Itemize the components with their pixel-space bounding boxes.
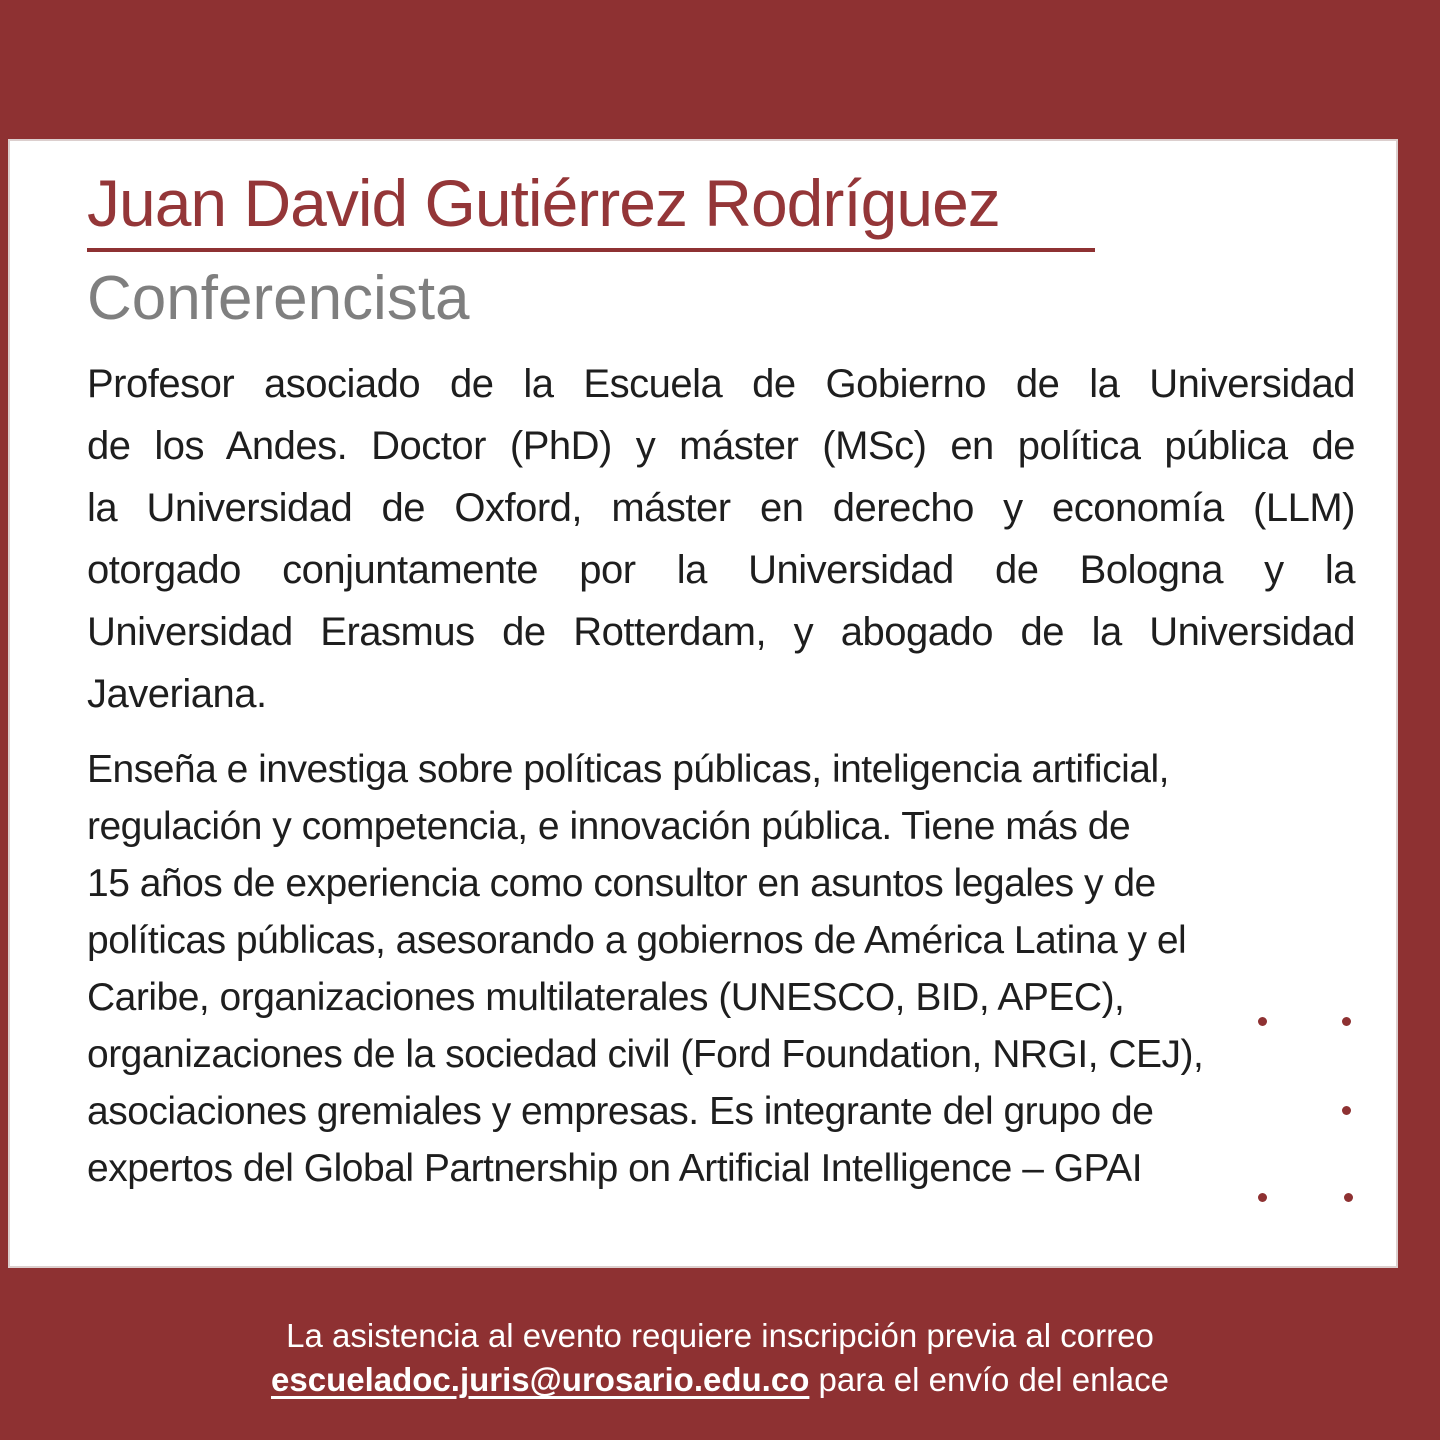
footer-line2-rest: para el envío del enlace <box>809 1361 1169 1398</box>
accent-dot-icon <box>1342 1017 1351 1026</box>
accent-dot-icon <box>1258 1017 1267 1026</box>
bio-paragraph-1 <box>87 353 1355 725</box>
speaker-role-subtitle: Conferencista <box>87 264 470 334</box>
bio-line: Caribe, organizaciones multilaterales (UNESCO, BID, APEC), <box>87 976 1125 1020</box>
accent-dot-icon <box>1342 1106 1351 1115</box>
speaker-name-title: Juan David Gutiérrez Rodríguez <box>87 166 1000 240</box>
bio-paragraph-2 <box>87 741 1355 1197</box>
content-panel <box>8 139 1398 1268</box>
bio-line: otorgado conjuntamente por la Universidad de Bologna y la <box>87 548 1355 593</box>
bio-line: la Universidad de Oxford, máster en derecho y economía (LLM) <box>87 486 1355 531</box>
bio-line: políticas públicas, asesorando a gobiernos de América Latina y el <box>87 919 1187 963</box>
footer-banner <box>0 1268 1440 1440</box>
bio-line: Universidad Erasmus de Rotterdam, y abogado de la Universidad <box>87 610 1355 655</box>
footer-line1: La asistencia al evento requiere inscripción previa al correo <box>286 1317 1154 1354</box>
bio-line: organizaciones de la sociedad civil (Ford Foundation, NRGI, CEJ), <box>87 1033 1204 1077</box>
bio-line: 15 años de experiencia como consultor en asuntos legales y de <box>87 862 1156 906</box>
accent-dot-icon <box>1344 1193 1353 1202</box>
bio-line: Javeriana. <box>87 672 267 717</box>
bio-line: expertos del Global Partnership on Artificial Intelligence – GPAI <box>87 1147 1143 1191</box>
bio-line: Enseña e investiga sobre políticas públicas, inteligencia artificial, <box>87 748 1169 792</box>
bio-line: Profesor asociado de la Escuela de Gobierno de la Universidad <box>87 362 1355 407</box>
bio-line: regulación y competencia, e innovación pública. Tiene más de <box>87 805 1131 849</box>
accent-dot-icon <box>1258 1193 1267 1202</box>
bio-line: asociaciones gremiales y empresas. Es integrante del grupo de <box>87 1090 1154 1134</box>
footer-email-link[interactable]: escueladoc.juris@urosario.edu.co <box>271 1361 810 1398</box>
title-underline <box>87 248 1095 252</box>
bio-line: de los Andes. Doctor (PhD) y máster (MSc) en política pública de <box>87 424 1355 469</box>
footer-line2 <box>0 1358 1440 1402</box>
